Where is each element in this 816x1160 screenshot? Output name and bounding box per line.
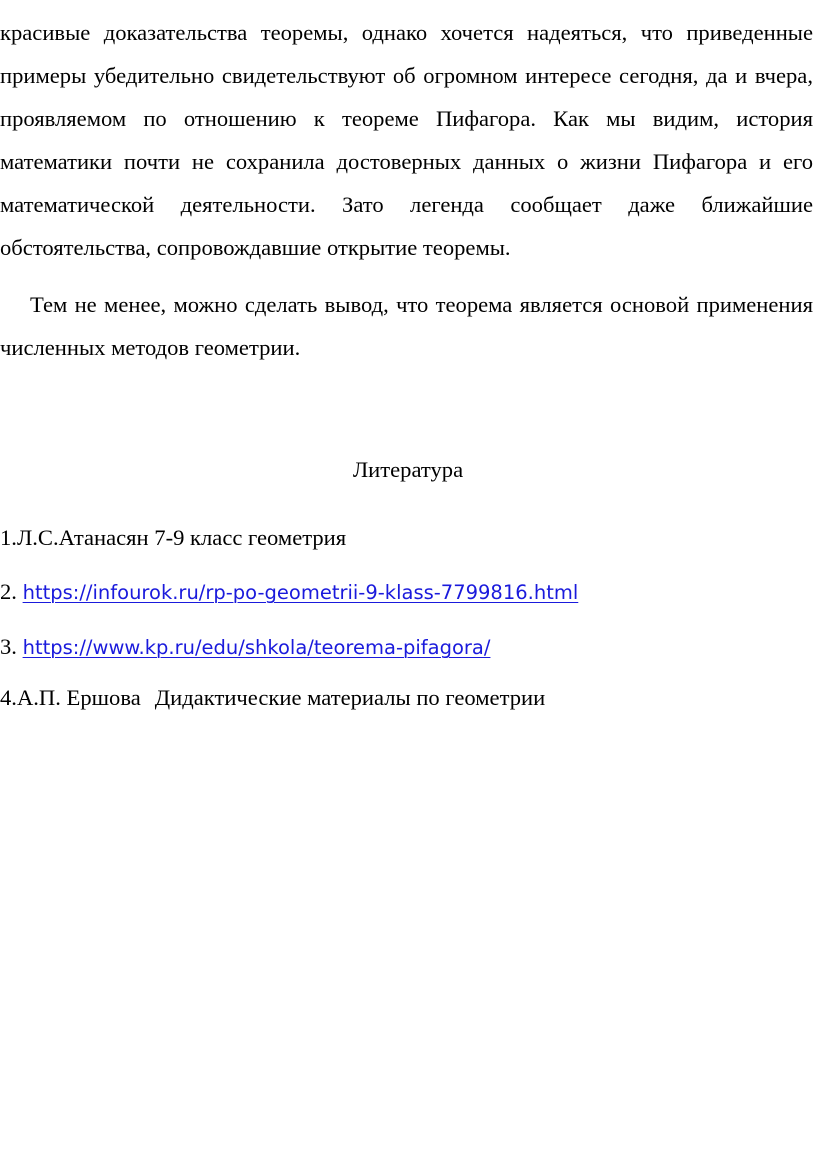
reference-item xyxy=(0,632,490,663)
reference-item xyxy=(0,577,578,608)
reference-text: Л.С.Атанасян 7-9 класс геометрия xyxy=(16,525,347,550)
reference-link[interactable]: https://infourok.ru/rp-po-geometrii-9-klass-7799816.html xyxy=(22,581,579,604)
reference-number: 4. xyxy=(0,685,17,710)
reference-item xyxy=(0,523,346,553)
reference-link[interactable]: https://www.kp.ru/edu/shkola/teorema-pifagora/ xyxy=(22,636,491,659)
reference-number: 3. xyxy=(0,634,23,659)
reference-author: А.П. Ершова xyxy=(16,685,141,710)
body-paragraph: красивые доказательства теоремы, однако хочется надеяться, что приведенные примеры убедительно свидетельствуют об огромном интересе сегодня, да и вчера, проявляемом по отношению к теореме Пифагора. Как мы видим, история математики почти не сохранила достоверных данных о жизни Пифагора и его математической деятельности. Зато легенда сообщает даже ближайшие обстоятельства, сопровождавшие открытие теоремы. xyxy=(0,20,813,260)
reference-item xyxy=(0,683,545,713)
conclusion-paragraph: Тем не менее, можно сделать вывод, что теорема является основой применения численных методов геометрии. xyxy=(0,292,813,360)
reference-number: 1. xyxy=(0,525,17,550)
reference-text: Дидактические материалы по геометрии xyxy=(154,685,546,710)
references-heading: Литература xyxy=(352,457,464,482)
reference-number: 2. xyxy=(0,579,23,604)
